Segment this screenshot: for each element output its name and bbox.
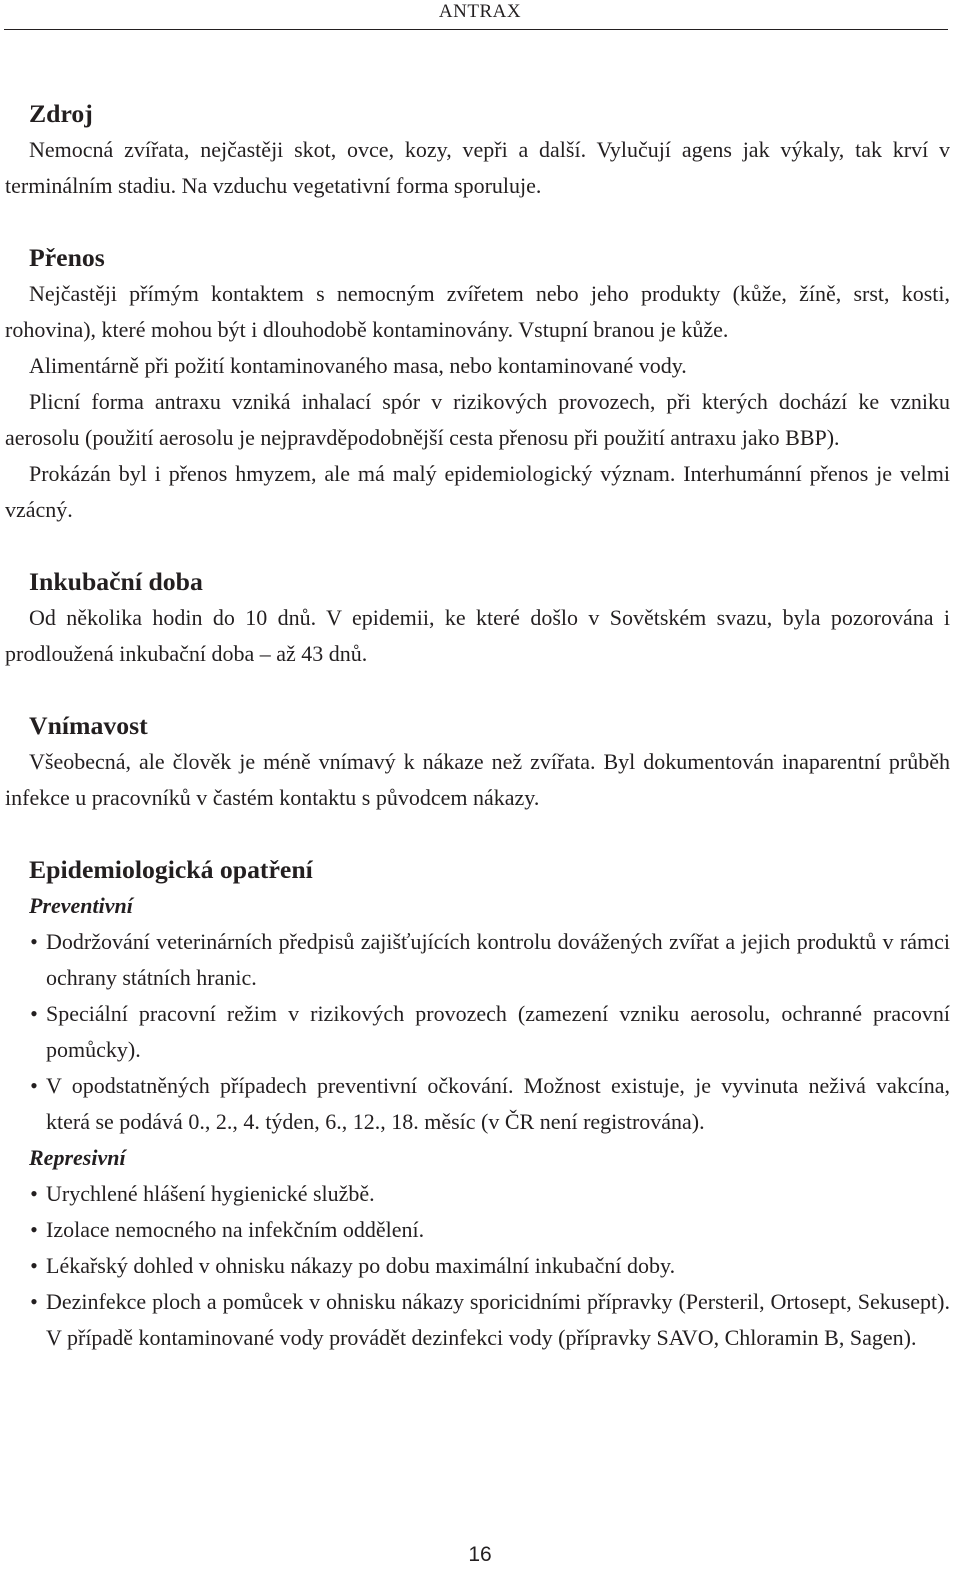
section-title-inkubacni-doba: Inkubační doba (29, 567, 203, 596)
bullet-icon: • (30, 1001, 38, 1026)
bullet-icon: • (30, 1073, 38, 1098)
page-content (5, 96, 950, 1356)
subsection-title-represivni: Represivní (29, 1145, 126, 1170)
section-gap (5, 528, 950, 564)
section-gap (5, 204, 950, 240)
list-item-text: Lékařský dohled v ohnisku nákazy po dobu maximální inkubační doby. (46, 1253, 676, 1278)
list-item-text: Speciální pracovní režim v rizikových provozech (zamezení vzniku aerosolu, ochranné pracovní pomůcky). (46, 1001, 950, 1062)
vnimavost-paragraph: Všeobecná, ale člověk je méně vnímavý k nákaze než zvířata. Byl dokumentován inaparentní průběh infekce u pracovníků v častém kontaktu s původcem nákazy. (5, 749, 950, 810)
list-item (5, 924, 950, 996)
bullet-icon: • (30, 1253, 38, 1278)
inkubacni-doba-paragraph: Od několika hodin do 10 dnů. V epidemii, ke které došlo v Sovětském svazu, byla pozorována i prodloužená inkubační doba – až 43 dnů. (5, 605, 950, 666)
list-item (5, 1068, 950, 1140)
list-item (5, 1284, 950, 1356)
bullet-icon: • (30, 929, 38, 954)
list-item-text: V opodstatněných případech preventivní očkování. Možnost existuje, je vyvinuta neživá vakcína, která se podává 0., 2., 4. týden, 6., 12., 18. měsíc (v ČR není registrována). (46, 1073, 950, 1134)
section-title-prenos: Přenos (29, 243, 105, 272)
section-title-opatreni: Epidemiologická opatření (29, 855, 313, 884)
list-item (5, 1212, 950, 1248)
list-item-text: Dezinfekce ploch a pomůcek v ohnisku nákazy sporicidními přípravky (Persteril, Ortosept, Sekusept). V případě kontaminované vody provádět dezinfekci vody (přípravky SAVO, Chloramin B, Sagen). (46, 1289, 950, 1350)
represivni-list (5, 1176, 950, 1356)
list-item-text: Izolace nemocného na infekčním oddělení. (46, 1217, 425, 1242)
prenos-paragraph-4: Prokázán byl i přenos hmyzem, ale má malý epidemiologický význam. Interhumánní přenos je velmi vzácný. (5, 461, 950, 522)
running-head-title: ANTRAX (438, 1, 522, 22)
list-item (5, 996, 950, 1068)
prenos-paragraph-1: Nejčastěji přímým kontaktem s nemocným zvířetem nebo jeho produkty (kůže, žíně, srst, kosti, rohovina), které mohou být i dlouhodobě kontaminovány. Vstupní branou je kůže. (5, 281, 950, 342)
bullet-icon: • (30, 1217, 38, 1242)
prenos-paragraph-3: Plicní forma antraxu vzniká inhalací spór v rizikových provozech, při kterých dochází ke vzniku aerosolu (použití aerosolu je nejpravděpodobnější cesta přenosu při použití antraxu jako BBP). (5, 389, 950, 450)
section-title-zdroj: Zdroj (29, 99, 93, 128)
preventivni-list (5, 924, 950, 1140)
list-item-text: Urychlené hlášení hygienické službě. (46, 1181, 375, 1206)
section-gap (5, 816, 950, 852)
list-item-text: Dodržování veterinárních předpisů zajišťujících kontrolu dovážených zvířat a jejich produktů v rámci ochrany státních hranic. (46, 929, 950, 990)
list-item (5, 1248, 950, 1284)
zdroj-paragraph: Nemocná zvířata, nejčastěji skot, ovce, kozy, vepři a další. Vylučují agens jak výkaly, tak krví v terminálním stadiu. Na vzduchu vegetativní forma sporuluje. (5, 137, 950, 198)
subsection-title-preventivni: Preventivní (29, 893, 133, 918)
prenos-paragraph-2: Alimentárně při požití kontaminovaného masa, nebo kontaminované vody. (29, 353, 687, 378)
header-rule (4, 29, 948, 30)
bullet-icon: • (30, 1289, 38, 1314)
section-gap (5, 672, 950, 708)
bullet-icon: • (30, 1181, 38, 1206)
section-title-vnimavost: Vnímavost (29, 711, 148, 740)
page-number: 16 (468, 1543, 492, 1566)
list-item (5, 1176, 950, 1212)
